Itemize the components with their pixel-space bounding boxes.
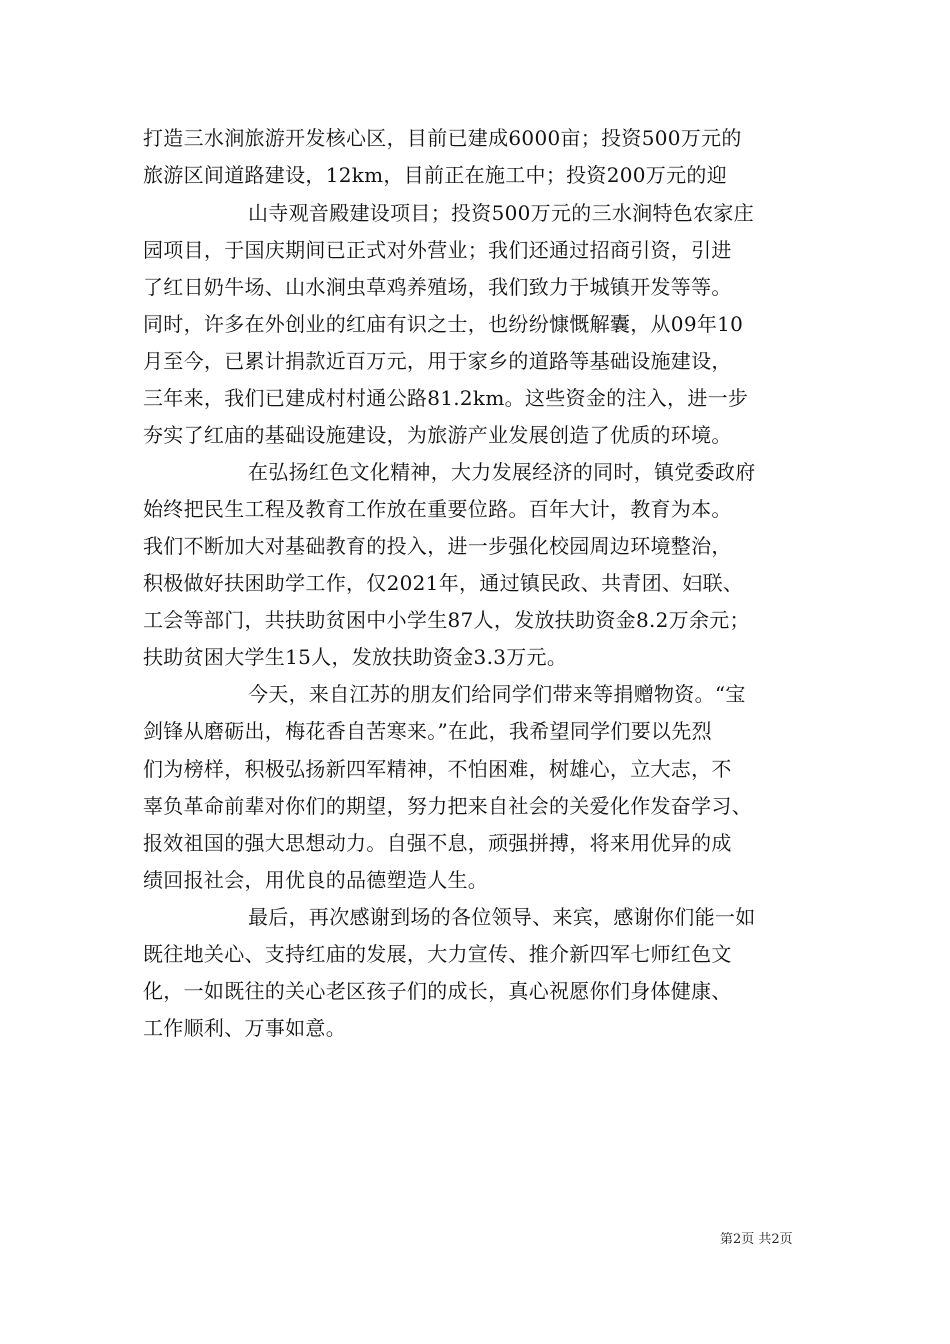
text-line: 夯实了红庙的基础设施建设，为旅游产业发展创造了优质的环境。	[143, 423, 732, 447]
text-line: 化，一如既往的关心老区孩子们的成长，真心祝愿你们身体健康、	[143, 979, 732, 1003]
text-line: 旅游区间道路建设，12km，目前正在施工中；投资200万元的迎	[143, 163, 728, 187]
text-line: 既往地关心、支持红庙的发展，大力宣传、推介新四军七师红色文	[143, 942, 732, 966]
text-line: 报效祖国的强大思想动力。自强不息，顽强拼搏，将来用优异的成	[143, 831, 732, 855]
text-line: 我们不断加大对基础教育的投入，进一步强化校园周边环境整治，	[143, 534, 732, 558]
text-line: 月至今，已累计捐款近百万元，用于家乡的道路等基础设施建设，	[143, 349, 732, 373]
text-line: 同时，许多在外创业的红庙有识之士，也纷纷慷慨解囊，从09年10	[143, 312, 744, 336]
text-line: 三年来，我们已建成村村通公路81.2km。这些资金的注入，进一步	[143, 386, 749, 410]
text-line: 积极做好扶困助学工作，仅2021年，通过镇民政、共青团、妇联、	[143, 571, 744, 595]
text-line: 在弘扬红色文化精神，大力发展经济的同时，镇党委政府	[248, 460, 756, 484]
text-line: 山寺观音殿建设项目；投资500万元的三水涧特色农家庄	[248, 201, 754, 225]
text-line: 扶助贫困大学生15人，发放扶助资金3.3万元。	[143, 645, 568, 669]
text-line: 始终把民生工程及教育工作放在重要位路。百年大计，教育为本。	[143, 497, 732, 521]
text-line: 打造三水涧旅游开发核心区，目前已建成6000亩；投资500万元的	[143, 126, 742, 150]
text-line: 绩回报社会，用优良的品德塑造人生。	[143, 868, 489, 892]
text-line: 园项目，于国庆期间已正式对外营业；我们还通过招商引资，引进	[143, 238, 732, 262]
text-line: 工会等部门，共扶助贫困中小学生87人，发放扶助资金8.2万余元；	[143, 608, 750, 632]
text-line: 们为榜样，积极弘扬新四军精神，不怕困难，树雄心，立大志，不	[143, 757, 732, 781]
text-line: 了红日奶牛场、山水涧虫草鸡养殖场，我们致力于城镇开发等等。	[143, 275, 732, 299]
text-line: 最后，再次感谢到场的各位领导、来宾，感谢你们能一如	[248, 905, 756, 929]
text-line: 辜负革命前辈对你们的期望，努力把来自社会的关爱化作发奋学习、	[143, 794, 752, 818]
text-line: 工作顺利、万事如意。	[143, 1016, 346, 1040]
text-line: 今天，来自江苏的朋友们给同学们带来等捐赠物资。“宝	[248, 682, 746, 706]
text-line: 剑锋从磨砺出，梅花香自苦寒来。”在此，我希望同学们要以先烈	[143, 719, 712, 743]
page-number: 第2页 共2页	[720, 1232, 793, 1247]
